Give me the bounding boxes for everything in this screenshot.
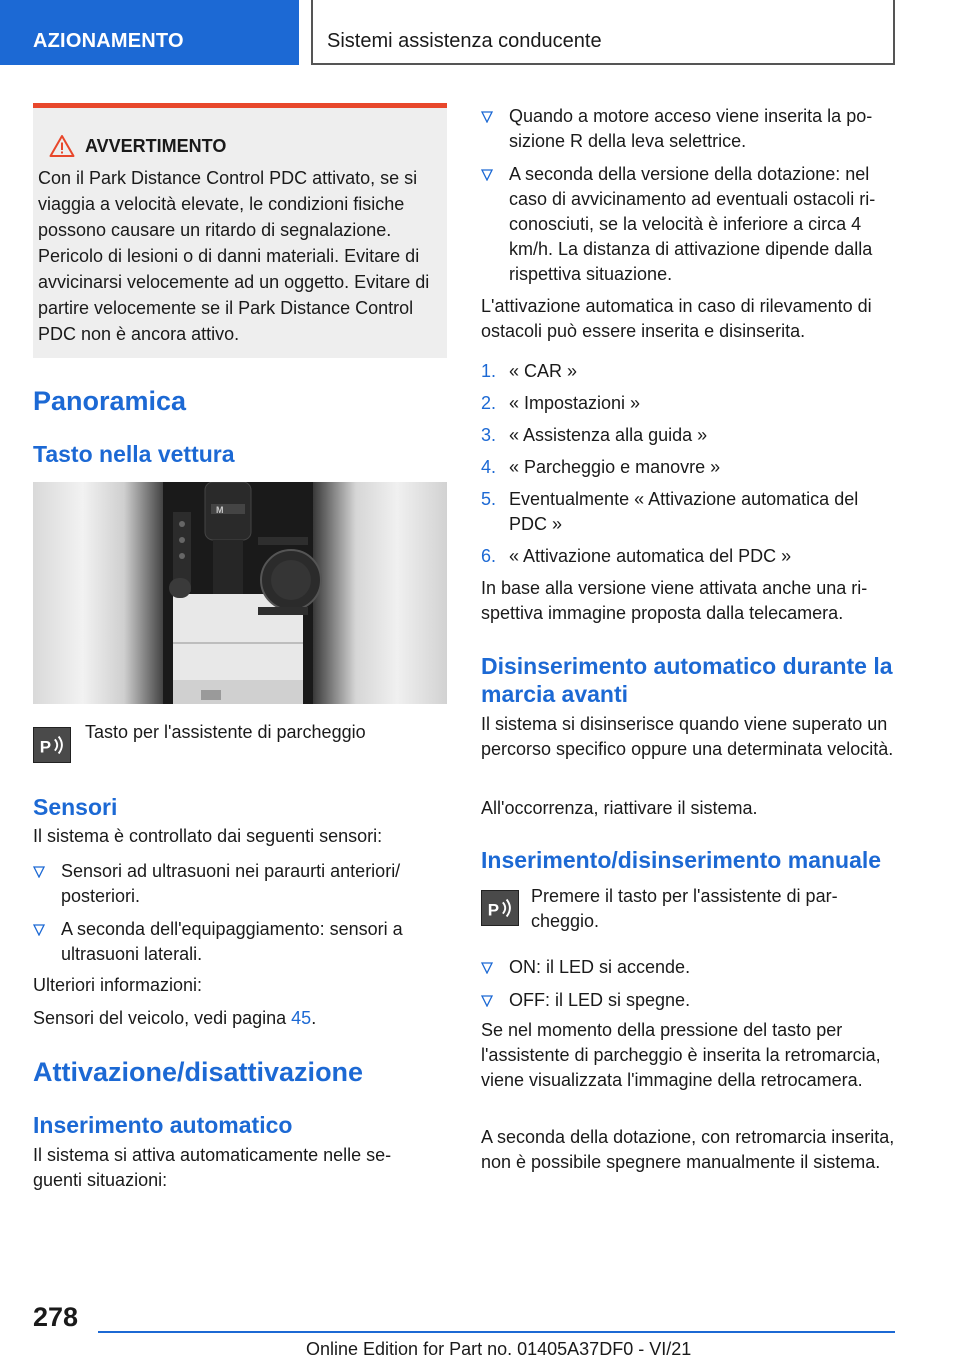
triangle-bullet-icon (33, 866, 45, 878)
heading-auto-off: Disinserimento automatico durante la marcia avanti (481, 653, 893, 707)
sensors-intro: Il sistema è controllato dai seguenti sensori: (33, 826, 383, 846)
footer-divider (98, 1331, 895, 1333)
list-item: 5. Eventualmente « Attivazione automatica del PDC » (481, 489, 859, 534)
sensors-list (33, 859, 433, 975)
page-link[interactable]: 45 (291, 1008, 312, 1028)
heading-manual: Inserimento/disinserimento manuale (481, 847, 882, 873)
activation-list (481, 104, 895, 295)
svg-text:P: P (39, 737, 52, 757)
list-item: 2. « Impostazioni » (481, 393, 641, 413)
reverse-text: Se nel momento della pressione del tasto per l'assistente di parcheggio è inserita la retromarcia, viene visualizzata l'immagine della retrocamera. (481, 1020, 881, 1090)
list-item: 3. « Assistenza alla guida » (481, 425, 708, 445)
list-item: 6. « Attivazione automatica del PDC » (481, 546, 792, 566)
svg-text:P: P (487, 900, 500, 920)
park-assist-button-icon (33, 727, 71, 763)
warning-text: Con il Park Distance Control PDC attivato, se si viaggia a velocità elevate, le condizioni fisiche possono causare un ritardo di segnalazione. Pericolo di lesioni o di danni materiali. Evitare di avvicinarsi velocemente ad un oggetto. Evitare di partire velocemente se il Park Distance Control PDC non è ancora attivo. (38, 168, 430, 344)
warning-box (33, 103, 447, 358)
auto-off-text-2: All'occorrenza, riattivare il sistema. (481, 798, 758, 818)
edition-text: Online Edition for Part no. 01405A37DF0 - VI/21 (306, 1339, 692, 1359)
gear-console-illustration (33, 482, 447, 704)
subheading-auto-activation: Inserimento automatico (33, 1112, 293, 1138)
more-info-label: Ulteriori informazioni: (33, 975, 203, 995)
gear-console-photo (33, 482, 447, 704)
camera-text: In base alla versione viene attivata anche una rispettiva immagine proposta dalla telecamera. (481, 578, 868, 623)
list-item: A seconda della versione della dotazione: nel caso di avvicinamento ad eventuali ostacoli riconosciuti, se la velocità è inferiore a circa 4 km/h. La distanza di attivazione dipende dalla rispettiva situazione. (481, 162, 895, 287)
sensors-reference: Sensori del veicolo, vedi pagina 45. (33, 1008, 317, 1028)
park-assist-button-icon (481, 890, 519, 926)
page-number: 278 (33, 1302, 79, 1332)
manual-button-text: Premere il tasto per l'assistente di parcheggio. (531, 886, 838, 931)
svg-text:M: M (216, 505, 224, 515)
triangle-bullet-icon (481, 995, 493, 1007)
list-item: ON: il LED si accende. (481, 955, 895, 980)
heading-activation: Attivazione/disattivazione (33, 1057, 364, 1087)
triangle-bullet-icon (481, 169, 493, 181)
warning-title-text: AVVERTIMENTO (85, 136, 227, 156)
reverse-text-2: A seconda della dotazione, con retromarcia inserita, non è possibile spegnere manualmente il sistema. (481, 1127, 895, 1172)
subheading-button: Tasto nella vettura (33, 441, 235, 467)
warning-triangle-icon (49, 134, 75, 158)
heading-sensors: Sensori (33, 794, 118, 820)
chapter-title: Sistemi assistenza conducente (311, 0, 895, 65)
list-item: A seconda dell'equipaggiamento: sensori a ultrasuoni laterali. (33, 917, 433, 967)
list-item: 1. « CAR » (481, 361, 578, 381)
settings-steps (481, 359, 895, 576)
list-item: OFF: il LED si spegne. (481, 988, 895, 1013)
list-item: Quando a motore acceso viene inserita la posizione R della leva selettrice. (481, 104, 895, 154)
button-caption: Tasto per l'assistente di parcheggio (85, 722, 366, 742)
list-item: 4. « Parcheggio e manovre » (481, 457, 721, 477)
auto-activation-text: L'attivazione automatica in caso di rilevamento di ostacoli può essere inserita e disinserita. (481, 296, 872, 341)
activation-intro: Il sistema si attiva automaticamente nelle seguenti situazioni: (33, 1145, 392, 1190)
warning-title (38, 134, 439, 159)
list-item: Sensori ad ultrasuoni nei paraurti anteriori/ posteriori. (33, 859, 433, 909)
section-tab: AZIONAMENTO (0, 0, 299, 65)
triangle-bullet-icon (481, 111, 493, 123)
triangle-bullet-icon (33, 924, 45, 936)
heading-overview: Panoramica (33, 386, 187, 416)
manual-list (481, 955, 895, 1021)
auto-off-text: Il sistema si disinserisce quando viene superato un percorso specifico oppure una determinata velocità. (481, 714, 894, 759)
triangle-bullet-icon (481, 962, 493, 974)
